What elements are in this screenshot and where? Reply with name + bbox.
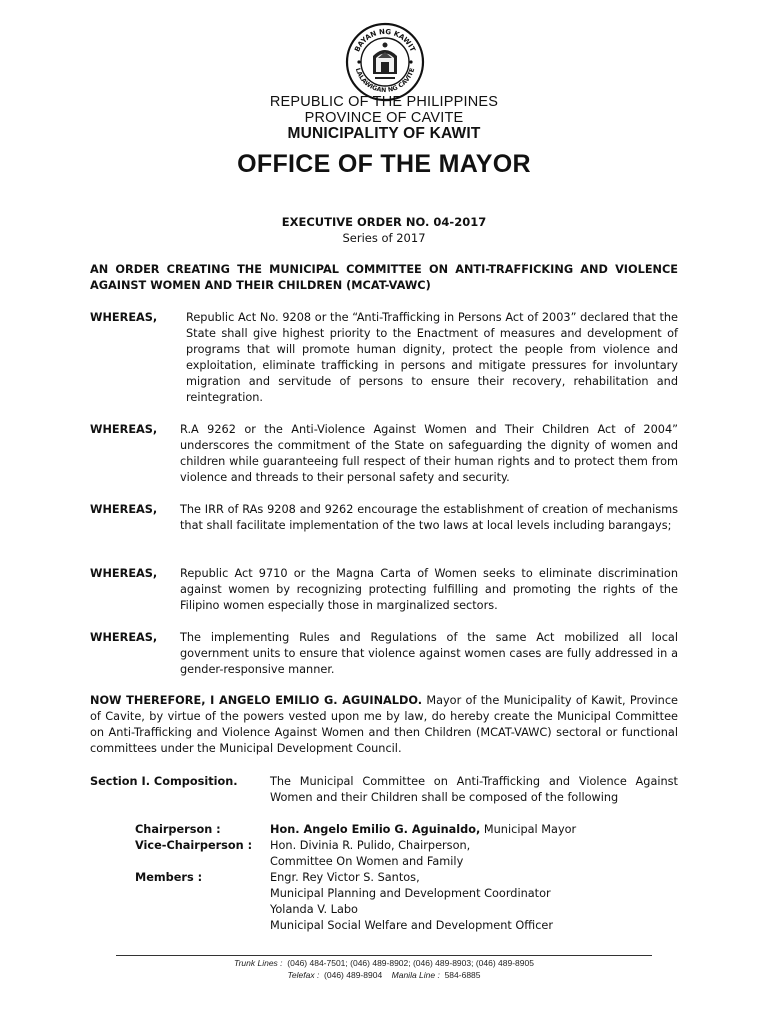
whereas-label: WHEREAS, (90, 423, 158, 436)
member-1-name: Engr. Rey Victor S. Santos, (270, 871, 420, 884)
whereas-label: WHEREAS, (90, 311, 158, 324)
now-therefore-text: Mayor of the Municipality of Kawit, Province of Cavite, by virtue of the powers vested upon me by law, do hereby create the Municipal Committee on Anti-Trafficking and Violence Against Women and then Children (MCAT-VAWC) sectoral or functional committees under the Municipal Development Council. (90, 694, 678, 755)
whereas-clause-4: Republic Act 9710 or the Magna Carta of Women seeks to eliminate discrimination against women by recognizing protecting fulfilling and promoting the rights of the Filipino women especially those in marginalized sectors. (180, 567, 678, 612)
trunk-lines-numbers: (046) 484-7501; (046) 489-8902; (046) 489-8903; (046) 489-8905 (287, 958, 534, 968)
footer-trunk-lines (0, 958, 768, 968)
vice-chairperson-name: Hon. Divinia R. Pulido, Chairperson, (270, 839, 471, 852)
header-republic: REPUBLIC OF THE PHILIPPINES (269, 94, 499, 110)
seal-bottom-text: LALAWIGAN NG CAVITE (353, 67, 417, 95)
section-1-text: The Municipal Committee on Anti-Trafficking and Violence Against Women and their Children shall be composed of the following (270, 775, 678, 804)
trunk-lines-label: Trunk Lines : (234, 958, 283, 968)
header-municipality: MUNICIPALITY OF KAWIT (287, 125, 481, 142)
telefax-label: Telefax : (287, 970, 320, 980)
whereas-clause-2: R.A 9262 or the Anti-Violence Against Women and Their Children Act of 2004” underscores the commitment of the State on safeguarding the dignity of women and children while guaranteeing full respect of their human rights and to protect them from violence and threads to their personal safety and security. (180, 423, 678, 484)
chairperson-title: Municipal Mayor (480, 823, 577, 836)
whereas-clause-5: The implementing Rules and Regulations of the same Act mobilized all local government units to ensure that violence against women cases are fully addressed in a gender-responsive manner. (180, 631, 678, 676)
executive-order-number: EXECUTIVE ORDER NO. 04-2017 (281, 215, 487, 229)
executive-order-series: Series of 2017 (342, 231, 426, 245)
vice-chairperson-label: Vice-Chairperson : (135, 839, 253, 852)
chairperson-name: Hon. Angelo Emilio G. Aguinaldo, (270, 823, 481, 836)
vice-chairperson-title: Committee On Women and Family (270, 855, 464, 868)
order-title: AN ORDER CREATING THE MUNICIPAL COMMITTEE ON ANTI-TRAFFICKING AND VIOLENCE AGAINST WOMEN AND THEIR CHILDREN (MCAT-VAWC) (90, 263, 678, 292)
chairperson-entry (270, 822, 576, 838)
manila-line-label: Manila Line : (391, 970, 440, 980)
member-1-title: Municipal Planning and Development Coordinator (270, 887, 551, 900)
section-1-label: Section I. Composition. (90, 775, 238, 788)
footer-telefax-line (0, 970, 768, 980)
header-office-title: OFFICE OF THE MAYOR (237, 150, 531, 178)
footer-divider (116, 955, 652, 956)
whereas-label: WHEREAS, (90, 631, 158, 644)
now-therefore-paragraph (90, 693, 678, 757)
header-province: PROVINCE OF CAVITE (304, 110, 464, 126)
telefax-number: (046) 489-8904 (324, 970, 383, 980)
chairperson-label: Chairperson : (135, 823, 221, 836)
whereas-clause-3: The IRR of RAs 9208 and 9262 encourage the establishment of creation of mechanisms that shall facilitate implementation of the two laws at local levels including barangays; (180, 503, 678, 532)
municipal-seal-icon (345, 22, 425, 102)
whereas-clause-1: Republic Act No. 9208 or the “Anti-Trafficking in Persons Act of 2003” declared that the State shall give highest priority to the Enactment of measures and development of programs that will promote human dignity, protect the people from violence and exploitation, eliminate trafficking in persons and mitigate pressures for involuntary migration and servitude of persons to ensure their recovery, rehabilitation and reintegration. (186, 311, 678, 404)
now-therefore-lead: NOW THEREFORE, I ANGELO EMILIO G. AGUINALDO. (90, 694, 423, 707)
manila-line-number: 584-6885 (444, 970, 481, 980)
seal-top-text: BAYAN NG KAWIT (353, 27, 417, 54)
member-2-title: Municipal Social Welfare and Development Officer (270, 919, 554, 932)
whereas-label: WHEREAS, (90, 503, 158, 516)
whereas-label: WHEREAS, (90, 567, 158, 580)
members-label: Members : (135, 871, 203, 884)
member-2-name: Yolanda V. Labo (270, 903, 358, 916)
